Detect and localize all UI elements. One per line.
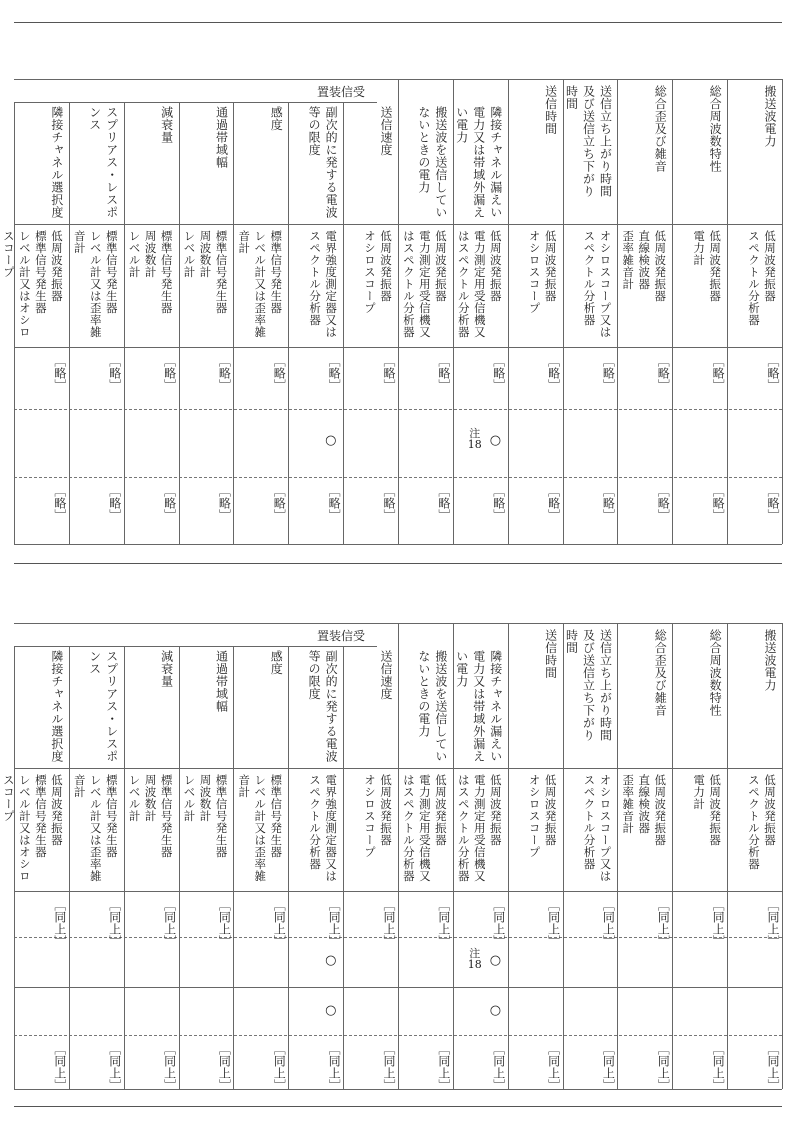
bracket-note: ［同上］ [272, 899, 287, 947]
column-divider [124, 102, 125, 544]
instrument-label: 標準信号発生器 周波数計 レベル計 [182, 774, 229, 858]
bracket-note: ［略］ [217, 355, 232, 391]
test-item-label: 送信時間 [543, 629, 558, 679]
column-divider [672, 79, 673, 544]
test-item-label: 総合歪及び雑音 [653, 85, 668, 173]
test-item-label: 送信立ち上がり時間 及び送信立ち下がり 時間 [564, 629, 613, 742]
bracket-note: ［同上］ [436, 1043, 451, 1091]
column-divider [617, 623, 618, 1089]
test-item-label: 減衰量 [159, 650, 174, 688]
instrument-label: オシロスコープ又は スペクトル分析器 [582, 230, 613, 338]
test-item-label: 隣接チャネル選択度 [49, 106, 64, 219]
bracket-note: ［略］ [162, 355, 177, 391]
bracket-note: ［同上］ [52, 899, 67, 947]
bracket-note: ［略］ [766, 485, 780, 521]
test-item-label: 搬送波電力 [763, 85, 777, 148]
bracket-note: ［略］ [162, 485, 177, 521]
bracket-note: ［略］ [272, 485, 287, 521]
test-item-label: 総合周波数特性 [708, 629, 723, 717]
instrument-label: 標準信号発生器 レベル計又は歪率雑 音計 [237, 230, 284, 338]
bracket-note: ［略］ [272, 355, 287, 391]
column-divider [617, 79, 618, 544]
instrument-label: 電界強度測定器又は スペクトル分析器 [308, 774, 339, 882]
bracket-note: ［略］ [546, 485, 561, 521]
test-item-label: 減衰量 [159, 106, 174, 144]
test-item-label: 隣接チャネル漏えい 電力又は帯域外漏え い電力 [454, 650, 503, 763]
test-item-label: 送信立ち上がり時間 及び送信立ち下がり 時間 [564, 85, 613, 198]
test-item-label: 通過帯域幅 [214, 650, 229, 713]
test-item-label: 送信速度 [379, 106, 393, 156]
bracket-note: ［略］ [382, 355, 396, 391]
bracket-note: ［略］ [382, 485, 396, 521]
bracket-note: ［略］ [601, 485, 616, 521]
column-divider [398, 79, 399, 544]
instrument-label: 低周波発振器 オシロスコープ [527, 230, 558, 314]
column-divider [69, 102, 70, 544]
test-item-label: 搬送波電力 [763, 629, 777, 692]
instrument-label: 標準信号発生器 レベル計又は歪率雑 音計 [237, 774, 284, 882]
bracket-note: ［同上］ [711, 899, 726, 947]
test-item-label: 搬送波を送信してい ないときの電力 [416, 650, 448, 763]
test-item-label: 副次的に発する電波 等の限度 [307, 650, 339, 763]
equipment-table-1 [1, 79, 782, 544]
bracket-note: ［同上］ [162, 1043, 177, 1091]
bracket-note: ［同上］ [656, 899, 671, 947]
bracket-note: ［略］ [107, 485, 122, 521]
instrument-label: オシロスコープ又は スペクトル分析器 [582, 774, 613, 882]
instrument-label: 電界強度測定器又は スペクトル分析器 [308, 230, 339, 338]
instrument-label: 低周波発振器 電力計 [692, 774, 723, 846]
bracket-note: ［同上］ [162, 899, 177, 947]
column-divider [508, 623, 509, 1089]
bracket-note: ［略］ [766, 355, 780, 391]
rule-line [14, 544, 782, 545]
bracket-note: ［略］ [601, 355, 616, 391]
instrument-label: 標準信号発生器 周波数計 レベル計 [182, 230, 229, 314]
instrument-label: 低周波発振器 電力測定用受信機又 はスペクトル分析器 [456, 774, 503, 882]
bracket-note: ［同上］ [491, 1043, 506, 1091]
column-divider [727, 623, 728, 1089]
column-divider [727, 79, 728, 544]
column-divider [343, 102, 344, 544]
column-divider [508, 79, 509, 544]
bracket-note: ［同上］ [382, 899, 396, 947]
column-divider [782, 623, 783, 1089]
bracket-note: ［略］ [436, 355, 451, 391]
bracket-note: ［同上］ [766, 899, 780, 947]
bracket-note: ［同上］ [382, 1043, 396, 1091]
bracket-note: ［略］ [491, 485, 506, 521]
test-item-label: 感度 [269, 650, 284, 675]
footnote-ref: 注 18 [467, 947, 482, 971]
bracket-note: ［略］ [327, 355, 342, 391]
test-item-label: 隣接チャネル選択度 [49, 650, 64, 763]
instrument-label: 標準信号発生器 周波数計 レベル計 [127, 230, 174, 314]
applicable-mark: ○ [489, 433, 502, 448]
table-header-receiver: 置装信受 [317, 85, 366, 99]
instrument-label: 低周波発振器 電力計 [692, 230, 723, 302]
applicable-mark: ○ [325, 433, 337, 448]
column-divider [288, 646, 289, 1089]
instrument-label: 低周波発振器 オシロスコープ [363, 774, 393, 858]
bracket-note: ［略］ [656, 355, 671, 391]
column-divider [124, 646, 125, 1089]
bracket-note: ［略］ [217, 485, 232, 521]
footnote-ref: 注 18 [467, 427, 482, 451]
column-divider [343, 646, 344, 1089]
column-divider [398, 623, 399, 1089]
instrument-label: 標準信号発生器 周波数計 レベル計 [127, 774, 174, 858]
instrument-label: 低周波発振器 スペクトル分析器 [747, 230, 777, 326]
instrument-label: 低周波発振器 オシロスコープ [363, 230, 393, 314]
applicable-mark: ○ [325, 953, 337, 968]
instrument-label: 低周波発振器 スペクトル分析器 [747, 774, 777, 870]
bracket-note: ［同上］ [107, 1043, 122, 1091]
bracket-note: ［略］ [491, 355, 506, 391]
bracket-note: ［略］ [327, 485, 342, 521]
column-divider [233, 646, 234, 1089]
column-divider [672, 623, 673, 1089]
instrument-label: 低周波発振器 標準信号発生器 レベル計又はオシロ スコープ [1, 774, 64, 882]
bracket-note: ［略］ [52, 355, 67, 391]
test-item-label: 搬送波を送信してい ないときの電力 [416, 106, 448, 219]
instrument-label: 低周波発振器 オシロスコープ [527, 774, 558, 858]
bracket-note: ［略］ [436, 485, 451, 521]
bracket-note: ［同上］ [217, 1043, 232, 1091]
bracket-note: ［同上］ [711, 1043, 726, 1091]
bracket-note: ［同上］ [601, 899, 616, 947]
test-item-label: スプリアス・レスポ ンス [87, 106, 119, 219]
test-item-label: 総合周波数特性 [708, 85, 723, 173]
test-item-label: 隣接チャネル漏えい 電力又は帯域外漏え い電力 [454, 106, 503, 219]
bottom-rule [14, 1106, 782, 1107]
bracket-note: ［略］ [711, 355, 726, 391]
bracket-note: ［同上］ [546, 899, 561, 947]
bracket-note: ［同上］ [491, 899, 506, 947]
bracket-note: ［同上］ [766, 1043, 780, 1091]
test-item-label: 送信速度 [379, 650, 393, 700]
column-divider [179, 102, 180, 544]
instrument-label: 低周波発振器 直線検波器 歪率雑音計 [621, 774, 668, 846]
bracket-note: ［同上］ [436, 899, 451, 947]
bracket-note: ［同上］ [546, 1043, 561, 1091]
column-divider [179, 646, 180, 1089]
instrument-label: 標準信号発生器 レベル計又は歪率雑 音計 [72, 230, 119, 338]
bracket-note: ［同上］ [327, 899, 342, 947]
column-divider [782, 79, 783, 544]
bracket-note: ［略］ [52, 485, 67, 521]
bracket-note: ［同上］ [217, 899, 232, 947]
column-divider [233, 102, 234, 544]
bracket-note: ［略］ [107, 355, 122, 391]
bracket-note: ［略］ [711, 485, 726, 521]
middle-rule [14, 563, 782, 564]
bracket-note: ［同上］ [601, 1043, 616, 1091]
applicable-mark: ○ [489, 1003, 502, 1018]
test-item-label: 送信時間 [543, 85, 558, 135]
bracket-note: ［同上］ [327, 1043, 342, 1091]
instrument-label: 低周波発振器 直線検波器 歪率雑音計 [621, 230, 668, 302]
instrument-label: 標準信号発生器 レベル計又は歪率雑 音計 [72, 774, 119, 882]
applicable-mark: ○ [489, 953, 502, 968]
bracket-note: ［同上］ [272, 1043, 287, 1091]
column-divider [288, 102, 289, 544]
bracket-note: ［略］ [546, 355, 561, 391]
bracket-note: ［略］ [656, 485, 671, 521]
test-item-label: スプリアス・レスポ ンス [87, 650, 119, 763]
bracket-note: ［同上］ [107, 899, 122, 947]
test-item-label: 総合歪及び雑音 [653, 629, 668, 717]
test-item-label: 副次的に発する電波 等の限度 [307, 106, 339, 219]
instrument-label: 低周波発振器 電力測定用受信機又 はスペクトル分析器 [401, 230, 448, 338]
column-divider [69, 646, 70, 1089]
instrument-label: 低周波発振器 電力測定用受信機又 はスペクトル分析器 [456, 230, 503, 338]
table-header-receiver: 置装信受 [317, 629, 366, 643]
bracket-note: ［同上］ [52, 1043, 67, 1091]
instrument-label: 低周波発振器 電力測定用受信機又 はスペクトル分析器 [401, 774, 448, 882]
test-item-label: 感度 [269, 106, 284, 131]
applicable-mark: ○ [325, 1003, 337, 1018]
top-rule [14, 22, 782, 23]
bracket-note: ［同上］ [656, 1043, 671, 1091]
instrument-label: 低周波発振器 標準信号発生器 レベル計又はオシロ スコープ [1, 230, 64, 338]
equipment-table-2 [1, 623, 782, 1091]
test-item-label: 通過帯域幅 [214, 106, 229, 169]
